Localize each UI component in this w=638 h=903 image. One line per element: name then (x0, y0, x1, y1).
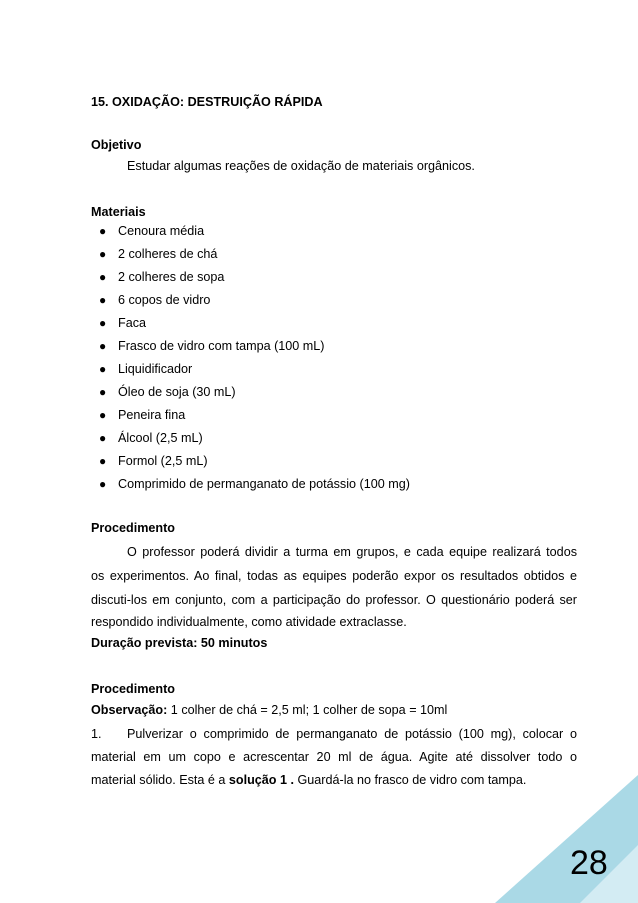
bullet-icon: ● (99, 339, 107, 353)
bullet-icon: ● (99, 316, 107, 330)
list-item: ● Liquidificador (99, 362, 193, 376)
bullet-icon: ● (99, 477, 107, 491)
bullet-icon: ● (99, 431, 107, 445)
bullet-icon: ● (99, 408, 107, 422)
section-title: 15. OXIDAÇÃO: DESTRUIÇÃO RÁPIDA (91, 95, 323, 109)
step-1-number: 1. (91, 727, 102, 741)
observation-line (91, 702, 447, 718)
bullet-icon: ● (99, 362, 107, 376)
list-item: ● Peneira fina (99, 408, 186, 422)
list-item: ● Faca (99, 316, 146, 330)
list-item: ● Comprimido de permanganato de potássio (100 mg) (99, 477, 410, 491)
step-1-line-3: material sólido. Esta é a solução 1 . Guardá-la no frasco de vidro com tampa. (91, 773, 527, 787)
procedure-1-line-3: discuti-los em conjunto, com a participação do professor. O questionário poderá ser (91, 593, 577, 607)
procedure-heading-1: Procedimento (91, 521, 175, 535)
bullet-icon: ● (99, 454, 107, 468)
objective-text: Estudar algumas reações de oxidação de materiais orgânicos. (127, 159, 475, 173)
bullet-icon: ● (99, 224, 107, 238)
list-item: ● Formol (2,5 mL) (99, 454, 208, 468)
materials-list (91, 223, 410, 499)
observation-label: Observação: (91, 703, 168, 717)
list-item: ● Óleo de soja (30 mL) (99, 385, 236, 399)
step-1-line-2: material em um copo e acrescentar 20 ml de água. Agite até dissolver todo o (91, 750, 577, 764)
procedure-heading-2: Procedimento (91, 682, 175, 696)
procedure-1-line-1: O professor poderá dividir a turma em grupos, e cada equipe realizará todos (127, 545, 577, 559)
list-item: ● Álcool (2,5 mL) (99, 431, 203, 445)
list-item: ● 6 copos de vidro (99, 293, 211, 307)
page-number: 28 (570, 844, 608, 882)
duration-label: Duração prevista: 50 minutos (91, 636, 268, 650)
solution-1-label: solução 1 . (228, 773, 294, 787)
objective-heading: Objetivo (91, 138, 142, 152)
materials-heading: Materiais (91, 205, 146, 219)
bullet-icon: ● (99, 293, 107, 307)
list-item: ● Frasco de vidro com tampa (100 mL) (99, 339, 325, 353)
list-item: ● 2 colheres de sopa (99, 270, 225, 284)
list-item: ● 2 colheres de chá (99, 247, 218, 261)
bullet-icon: ● (99, 247, 107, 261)
bullet-icon: ● (99, 270, 107, 284)
list-item: ● Cenoura média (99, 224, 205, 238)
step-1-line-1: Pulverizar o comprimido de permanganato de potássio (100 mg), colocar o (127, 727, 577, 741)
procedure-1-line-2: os experimentos. Ao final, todas as equipes poderão expor os resultados obtidos e (91, 569, 577, 583)
observation-text: 1 colher de chá = 2,5 ml; 1 colher de sopa = 10ml (167, 703, 448, 717)
bullet-icon: ● (99, 385, 107, 399)
procedure-1-line-4: respondido individualmente, como atividade extraclasse. (91, 615, 407, 629)
